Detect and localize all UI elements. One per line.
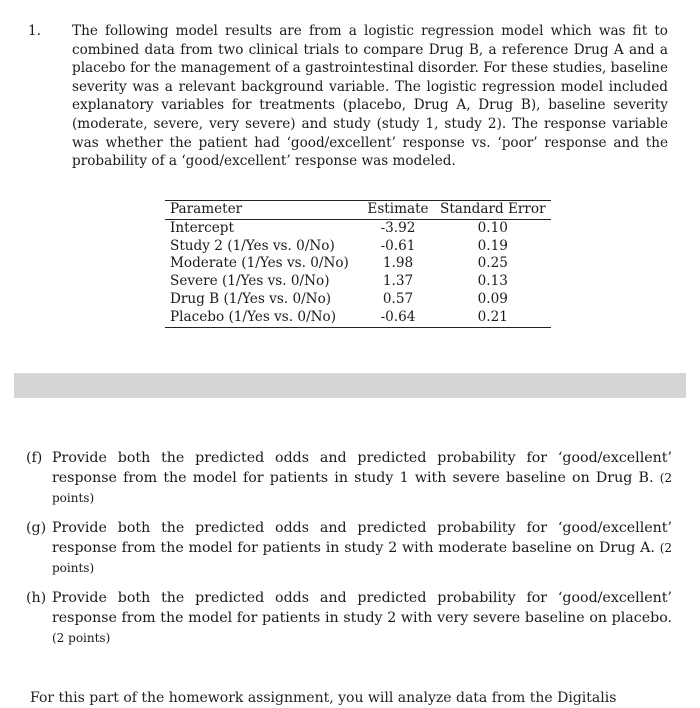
part-h: [28, 588, 672, 648]
table-row: [165, 219, 551, 237]
header-standard-error: Standard Error: [435, 201, 551, 220]
header-estimate: Estimate: [361, 201, 435, 220]
part-text-wrap: [52, 448, 672, 508]
part-text: Provide both the predicted odds and predicted probability for ‘good/excellent’ response from the model for patients in study 2 with very severe baseline on placebo.: [52, 590, 672, 626]
cell-standard-error: 0.19: [477, 237, 508, 254]
cell-parameter: Drug B (1/Yes vs. 0/No): [170, 290, 332, 307]
part-text-wrap: [52, 518, 672, 578]
table-row: [165, 291, 551, 309]
model-results-table: [165, 200, 551, 328]
part-text: Provide both the predicted odds and predicted probability for ‘good/excellent’ response from the model for patients in study 2 with moderate baseline on Drug A.: [52, 520, 672, 556]
cell-standard-error: 0.21: [435, 309, 551, 327]
part-text: Provide both the predicted odds and predicted probability for ‘good/excellent’ response from the model for patients in study 1 with severe baseline on Drug B.: [52, 450, 672, 486]
cell-estimate: -3.92: [380, 219, 416, 236]
cell-estimate: -0.61: [380, 237, 416, 254]
cell-estimate: 1.37: [382, 273, 414, 290]
cell-standard-error: 0.09: [477, 290, 508, 307]
part-points: (2 points): [52, 471, 673, 505]
cell-parameter: Study 2 (1/Yes vs. 0/No): [170, 237, 335, 254]
part-text-wrap: [52, 588, 672, 648]
question-1: [28, 22, 668, 171]
part-label: (f): [26, 450, 43, 466]
part-label: (h): [26, 590, 47, 606]
table-row: [165, 273, 551, 291]
cell-standard-error: 0.13: [477, 273, 508, 290]
part-f: [28, 448, 672, 508]
cell-standard-error: 0.10: [477, 219, 508, 236]
part-points: (2 points): [52, 631, 111, 645]
question-parts: [28, 448, 672, 658]
cell-parameter: Moderate (1/Yes vs. 0/No): [170, 255, 349, 272]
part-points: (2 points): [52, 541, 673, 575]
cutoff-text-line: For this part of the homework assignment, you will analyze data from the Digitalis: [30, 690, 617, 706]
cell-estimate: 0.57: [382, 290, 414, 307]
cell-estimate: -0.64: [361, 309, 435, 327]
table-row: [165, 255, 551, 273]
question-number: 1.: [28, 23, 41, 39]
page-break-bar: [14, 373, 686, 398]
cell-parameter: Severe (1/Yes vs. 0/No): [170, 273, 330, 290]
cell-parameter: Placebo (1/Yes vs. 0/No): [165, 309, 361, 327]
cell-estimate: 1.98: [382, 255, 414, 272]
table-row: [165, 238, 551, 256]
part-label: (g): [26, 520, 47, 536]
part-g: [28, 518, 672, 578]
question-text: The following model results are from a logistic regression model which was fit to combined data from two clinical trials to compare Drug B, a reference Drug A and a placebo for the management of a gastrointestinal disorder. For these studies, baseline severity was a relevant background variable. The logistic regression model included explanatory variables for treatments (placebo, Drug A, Drug B), baseline severity (moderate, severe, very severe) and study (study 1, study 2). The response variable was whether the patient had ‘good/excellent’ response vs. ‘poor’ response and the probability of a ‘good/excellent’ response was modeled.: [72, 23, 668, 170]
cell-standard-error: 0.25: [477, 255, 508, 272]
table-header-row: [165, 201, 551, 220]
table-row: [165, 309, 551, 327]
header-parameter: Parameter: [165, 201, 361, 220]
cell-parameter: Intercept: [170, 219, 234, 236]
